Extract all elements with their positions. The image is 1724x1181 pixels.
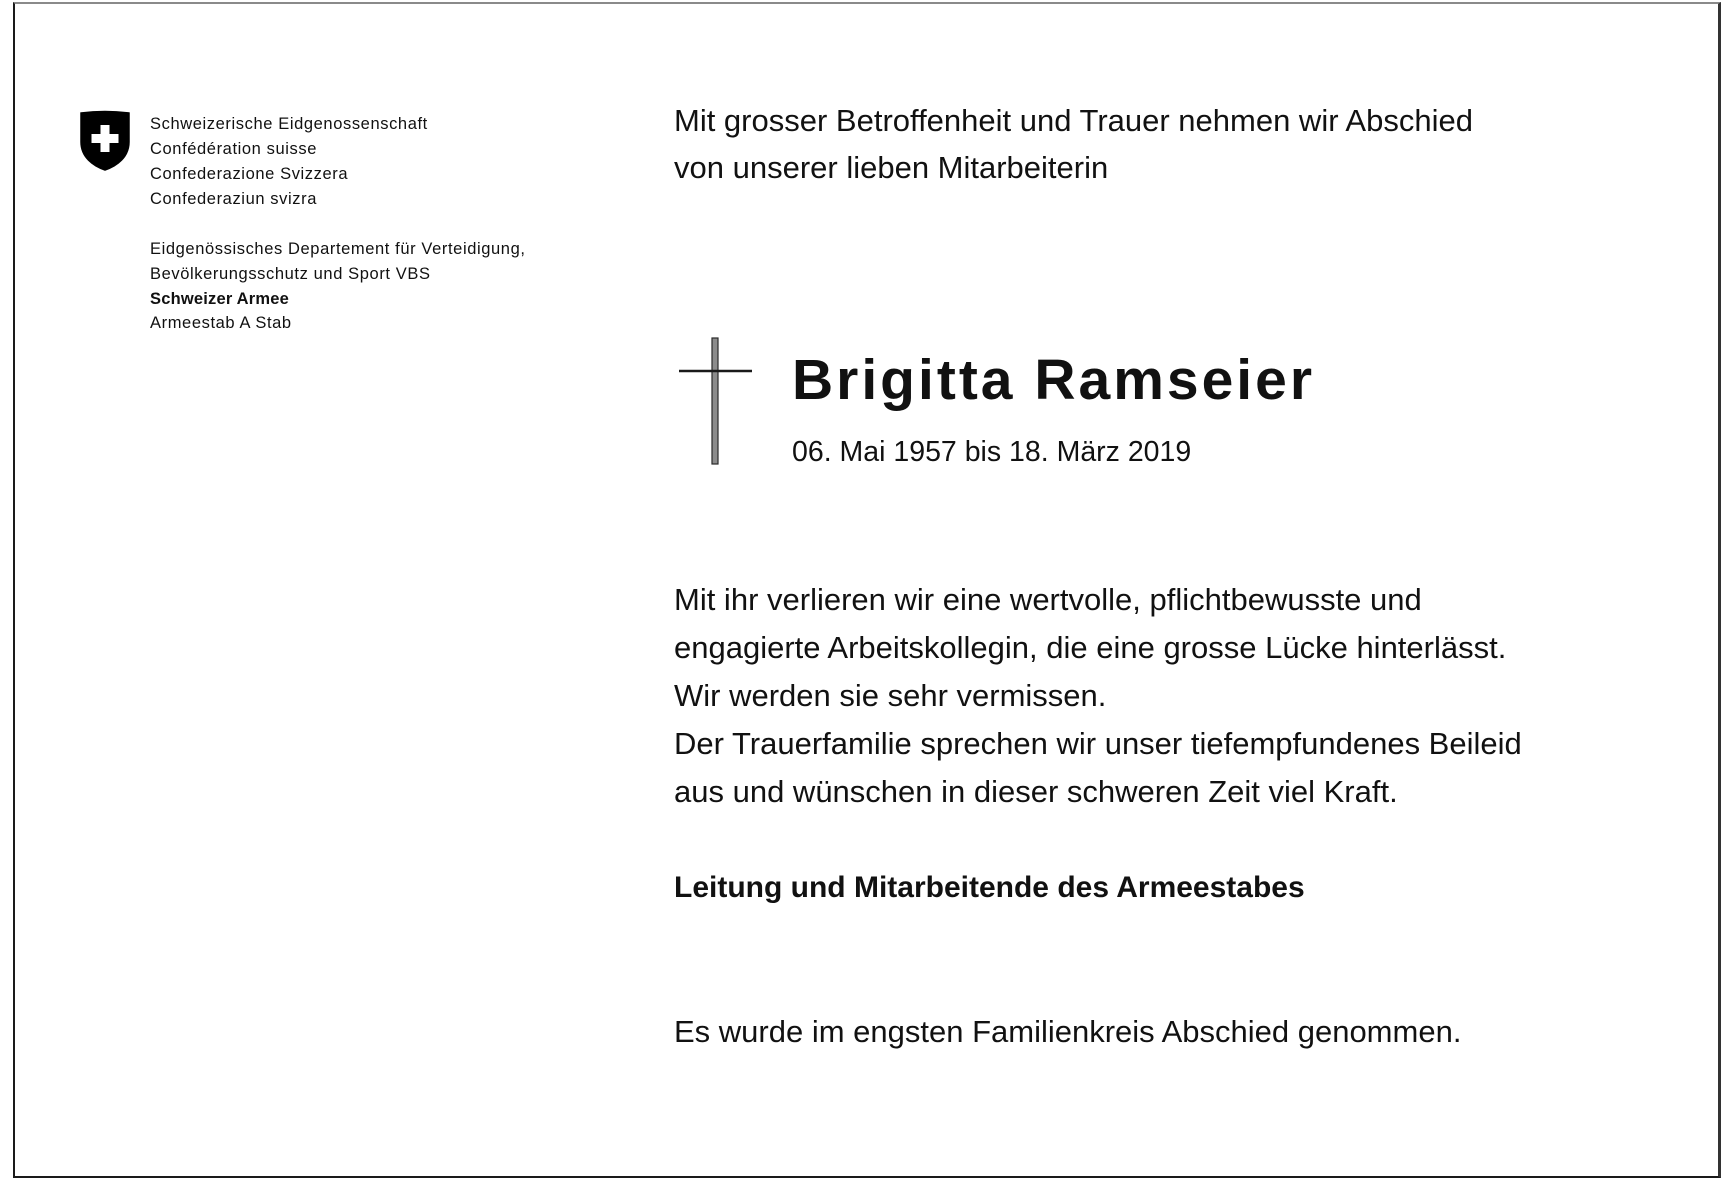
intro-line: Mit grosser Betroffenheit und Trauer nehmen wir Abschied <box>674 103 1473 138</box>
signature: Leitung und Mitarbeitende des Armeestabes <box>674 871 1305 904</box>
federation-name-fr: Confédération suisse <box>150 140 318 158</box>
department-name-line-2: Bevölkerungsschutz und Sport VBS <box>150 264 431 283</box>
life-dates: 06. Mai 1957 bis 18. März 2019 <box>792 436 1192 468</box>
message-line: Der Trauerfamilie sprechen wir unser tiefempfundenes Beileid <box>674 726 1522 761</box>
subunit-name: Armeestab A Stab <box>150 314 292 328</box>
memorial-cross-icon <box>676 336 756 466</box>
message-line: Wir werden sie sehr vermissen. <box>674 678 1107 713</box>
message-line: Mit ihr verlieren wir eine wertvolle, pflichtbewusste und <box>674 582 1422 617</box>
unit-name: Schweizer Armee <box>150 289 290 308</box>
message-line: engagierte Arbeitskollegin, die eine grosse Lücke hinterlässt. <box>674 630 1507 665</box>
message-line: aus und wünschen in dieser schweren Zeit viel Kraft. <box>674 774 1398 809</box>
department-name-line-1: Eidgenössisches Departement für Verteidigung, <box>150 240 526 258</box>
condolence-message <box>674 576 1522 816</box>
federation-name-de: Schweizerische Eidgenossenschaft <box>150 115 428 133</box>
deceased-name: Brigitta Ramseier <box>792 348 1316 412</box>
intro-line: von unserer lieben Mitarbeiterin <box>674 150 1109 185</box>
federation-name-block <box>150 112 428 212</box>
federation-name-rm: Confederaziun svizra <box>150 190 317 208</box>
swiss-coat-of-arms-icon <box>79 110 131 172</box>
department-block <box>150 237 526 328</box>
intro-text <box>674 97 1473 191</box>
closing-note: Es wurde im engsten Familienkreis Abschied genommen. <box>674 1014 1462 1049</box>
federation-name-it: Confederazione Svizzera <box>150 165 349 183</box>
